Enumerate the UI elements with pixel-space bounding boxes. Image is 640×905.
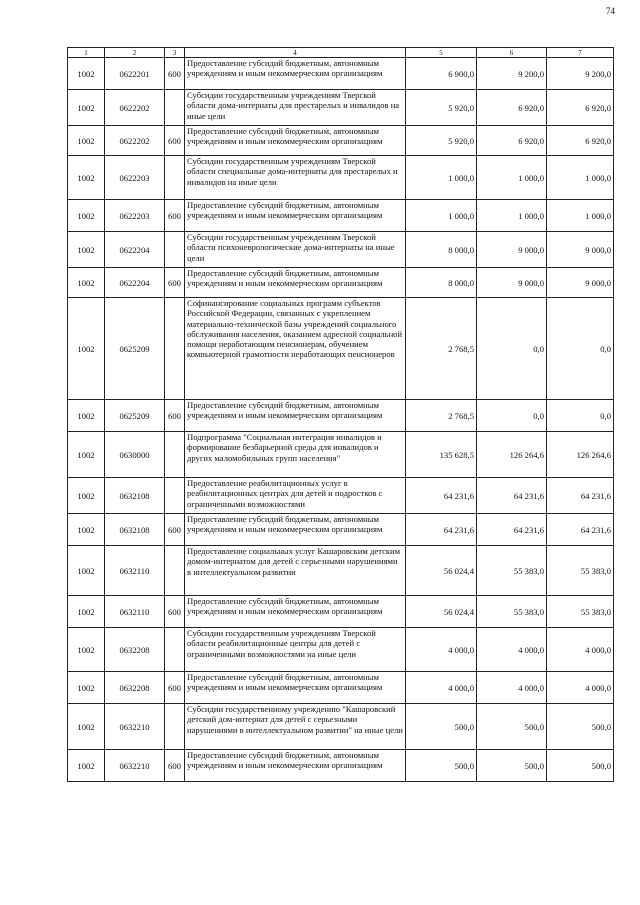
section-code-cell: 1002 <box>68 546 105 596</box>
section-code-cell: 1002 <box>68 232 105 268</box>
section-code-cell: 1002 <box>68 704 105 750</box>
amount-col7-cell: 1 000,0 <box>547 156 614 200</box>
amount-col7-cell: 9 200,0 <box>547 58 614 90</box>
section-code-cell: 1002 <box>68 298 105 400</box>
amount-col5-cell: 64 231,6 <box>406 514 477 546</box>
expense-type-cell: 600 <box>165 268 185 298</box>
expense-type-cell <box>165 704 185 750</box>
amount-col7-cell: 55 383,0 <box>547 596 614 628</box>
description-cell: Предоставление социальных услуг Кашаровским детским домом-интернатом для детей с серьезными нарушениями в интеллектуальном развитии <box>185 546 406 596</box>
expense-type-cell <box>165 478 185 514</box>
section-code-cell: 1002 <box>68 628 105 672</box>
expense-type-cell <box>165 232 185 268</box>
column-header: 7 <box>547 48 614 58</box>
amount-col7-cell: 500,0 <box>547 750 614 782</box>
column-header: 4 <box>185 48 406 58</box>
column-header: 3 <box>165 48 185 58</box>
amount-col5-cell: 500,0 <box>406 750 477 782</box>
amount-col6-cell: 1 000,0 <box>477 200 547 232</box>
description-cell: Предоставление субсидий бюджетным, автономным учреждениям и иным некоммерческим организациям <box>185 400 406 432</box>
table-row <box>68 628 614 672</box>
amount-col6-cell: 1 000,0 <box>477 156 547 200</box>
amount-col6-cell: 9 000,0 <box>477 232 547 268</box>
section-code-cell: 1002 <box>68 400 105 432</box>
section-code-cell: 1002 <box>68 514 105 546</box>
column-header: 1 <box>68 48 105 58</box>
amount-col6-cell: 500,0 <box>477 704 547 750</box>
amount-col5-cell: 500,0 <box>406 704 477 750</box>
amount-col5-cell: 8 000,0 <box>406 268 477 298</box>
amount-col5-cell: 56 024,4 <box>406 596 477 628</box>
expense-type-cell: 600 <box>165 750 185 782</box>
amount-col5-cell: 5 920,0 <box>406 90 477 126</box>
table-row <box>68 546 614 596</box>
amount-col6-cell: 126 264,6 <box>477 432 547 478</box>
section-code-cell: 1002 <box>68 672 105 704</box>
section-code-cell: 1002 <box>68 478 105 514</box>
table-row <box>68 90 614 126</box>
section-code-cell: 1002 <box>68 432 105 478</box>
target-code-cell: 0622204 <box>105 232 165 268</box>
table-row <box>68 750 614 782</box>
target-code-cell: 0632208 <box>105 672 165 704</box>
description-cell: Подпрограмма "Социальная интеграция инвалидов и формирование безбарьерной среды для инвалидов и других маломобильных групп населения" <box>185 432 406 478</box>
section-code-cell: 1002 <box>68 58 105 90</box>
table-row <box>68 58 614 90</box>
description-cell: Предоставление субсидий бюджетным, автономным учреждениям и иным некоммерческим организациям <box>185 596 406 628</box>
amount-col7-cell: 9 000,0 <box>547 268 614 298</box>
target-code-cell: 0632108 <box>105 514 165 546</box>
target-code-cell: 0632110 <box>105 546 165 596</box>
amount-col6-cell: 6 920,0 <box>477 126 547 156</box>
table-row <box>68 400 614 432</box>
description-cell: Предоставление субсидий бюджетным, автономным учреждениям и иным некоммерческим организациям <box>185 268 406 298</box>
amount-col5-cell: 5 920,0 <box>406 126 477 156</box>
amount-col6-cell: 500,0 <box>477 750 547 782</box>
table-row <box>68 268 614 298</box>
amount-col7-cell: 4 000,0 <box>547 628 614 672</box>
section-code-cell: 1002 <box>68 750 105 782</box>
amount-col6-cell: 0,0 <box>477 298 547 400</box>
target-code-cell: 0622204 <box>105 268 165 298</box>
header-row <box>68 48 614 58</box>
description-cell: Предоставление реабилитационных услуг в реабилитационных центрах для детей и подростков с ограниченными возможностями <box>185 478 406 514</box>
table-row <box>68 596 614 628</box>
budget-table <box>67 47 614 782</box>
expense-type-cell <box>165 298 185 400</box>
expense-type-cell: 600 <box>165 514 185 546</box>
target-code-cell: 0625209 <box>105 298 165 400</box>
target-code-cell: 0622202 <box>105 90 165 126</box>
column-header: 2 <box>105 48 165 58</box>
amount-col5-cell: 4 000,0 <box>406 672 477 704</box>
description-cell: Субсидии государственным учреждениям Тверской области реабилитационные центры для детей с ограниченными возможностями на иные цели <box>185 628 406 672</box>
amount-col7-cell: 55 383,0 <box>547 546 614 596</box>
amount-col6-cell: 64 231,6 <box>477 514 547 546</box>
target-code-cell: 0622203 <box>105 156 165 200</box>
table-row <box>68 200 614 232</box>
amount-col7-cell: 0,0 <box>547 400 614 432</box>
amount-col6-cell: 64 231,6 <box>477 478 547 514</box>
table-row <box>68 156 614 200</box>
amount-col7-cell: 4 000,0 <box>547 672 614 704</box>
expense-type-cell: 600 <box>165 200 185 232</box>
amount-col7-cell: 6 920,0 <box>547 126 614 156</box>
description-cell: Предоставление субсидий бюджетным, автономным учреждениям и иным некоммерческим организациям <box>185 58 406 90</box>
expense-type-cell <box>165 432 185 478</box>
expense-type-cell <box>165 546 185 596</box>
target-code-cell: 0630000 <box>105 432 165 478</box>
section-code-cell: 1002 <box>68 156 105 200</box>
description-cell: Предоставление субсидий бюджетным, автономным учреждениям и иным некоммерческим организациям <box>185 672 406 704</box>
amount-col6-cell: 9 200,0 <box>477 58 547 90</box>
section-code-cell: 1002 <box>68 90 105 126</box>
expense-type-cell: 600 <box>165 596 185 628</box>
section-code-cell: 1002 <box>68 126 105 156</box>
section-code-cell: 1002 <box>68 268 105 298</box>
table-row <box>68 232 614 268</box>
target-code-cell: 0632210 <box>105 750 165 782</box>
section-code-cell: 1002 <box>68 200 105 232</box>
target-code-cell: 0632210 <box>105 704 165 750</box>
amount-col7-cell: 0,0 <box>547 298 614 400</box>
description-cell: Субсидии государственному учреждению "Кашаровский детский дом-интернат для детей с серьезными нарушениями в интеллектуальном развитии" на иные цели <box>185 704 406 750</box>
amount-col5-cell: 4 000,0 <box>406 628 477 672</box>
table-row <box>68 126 614 156</box>
expense-type-cell <box>165 156 185 200</box>
target-code-cell: 0632208 <box>105 628 165 672</box>
amount-col7-cell: 6 920,0 <box>547 90 614 126</box>
column-header: 6 <box>477 48 547 58</box>
amount-col5-cell: 8 000,0 <box>406 232 477 268</box>
amount-col7-cell: 1 000,0 <box>547 200 614 232</box>
target-code-cell: 0622203 <box>105 200 165 232</box>
amount-col6-cell: 55 383,0 <box>477 546 547 596</box>
amount-col5-cell: 2 768,5 <box>406 400 477 432</box>
expense-type-cell: 600 <box>165 400 185 432</box>
amount-col7-cell: 64 231,6 <box>547 514 614 546</box>
amount-col6-cell: 55 383,0 <box>477 596 547 628</box>
amount-col5-cell: 1 000,0 <box>406 156 477 200</box>
amount-col7-cell: 126 264,6 <box>547 432 614 478</box>
amount-col7-cell: 9 000,0 <box>547 232 614 268</box>
amount-col7-cell: 64 231,6 <box>547 478 614 514</box>
amount-col6-cell: 4 000,0 <box>477 672 547 704</box>
expense-type-cell <box>165 628 185 672</box>
amount-col5-cell: 135 628,5 <box>406 432 477 478</box>
expense-type-cell: 600 <box>165 58 185 90</box>
target-code-cell: 0622202 <box>105 126 165 156</box>
column-header: 5 <box>406 48 477 58</box>
description-cell: Предоставление субсидий бюджетным, автономным учреждениям и иным некоммерческим организациям <box>185 750 406 782</box>
description-cell: Субсидии государственным учреждениям Тверской области специальные дома-интернаты для престарелых и инвалидов на иные цели <box>185 156 406 200</box>
amount-col5-cell: 6 900,0 <box>406 58 477 90</box>
expense-type-cell <box>165 90 185 126</box>
description-cell: Предоставление субсидий бюджетным, автономным учреждениям и иным некоммерческим организациям <box>185 200 406 232</box>
table-row <box>68 478 614 514</box>
target-code-cell: 0625209 <box>105 400 165 432</box>
description-cell: Софинансирование социальных программ субъектов Российской Федерации, связанных с укреплением материально-технической базы учреждений социального обслуживания населения, оказанием адресной социальной помощи неработающим пенсионерам, обучением компьютерной грамотности неработающих пенсионеров <box>185 298 406 400</box>
expense-type-cell: 600 <box>165 126 185 156</box>
table-row <box>68 704 614 750</box>
amount-col5-cell: 2 768,5 <box>406 298 477 400</box>
description-cell: Предоставление субсидий бюджетным, автономным учреждениям и иным некоммерческим организациям <box>185 126 406 156</box>
amount-col6-cell: 6 920,0 <box>477 90 547 126</box>
amount-col6-cell: 9 000,0 <box>477 268 547 298</box>
table-row <box>68 432 614 478</box>
table-row <box>68 514 614 546</box>
section-code-cell: 1002 <box>68 596 105 628</box>
description-cell: Предоставление субсидий бюджетным, автономным учреждениям и иным некоммерческим организациям <box>185 514 406 546</box>
expense-type-cell: 600 <box>165 672 185 704</box>
amount-col7-cell: 500,0 <box>547 704 614 750</box>
page-number: 74 <box>606 6 615 16</box>
description-cell: Субсидии государственным учреждениям Тверской области дома-интернаты для престарелых и инвалидов на иные цели <box>185 90 406 126</box>
target-code-cell: 0632108 <box>105 478 165 514</box>
target-code-cell: 0622201 <box>105 58 165 90</box>
target-code-cell: 0632110 <box>105 596 165 628</box>
amount-col5-cell: 64 231,6 <box>406 478 477 514</box>
amount-col5-cell: 1 000,0 <box>406 200 477 232</box>
amount-col5-cell: 56 024,4 <box>406 546 477 596</box>
amount-col6-cell: 0,0 <box>477 400 547 432</box>
description-cell: Субсидии государственным учреждениям Тверской области психоневрологические дома-интернаты на иные цели <box>185 232 406 268</box>
table-row <box>68 672 614 704</box>
amount-col6-cell: 4 000,0 <box>477 628 547 672</box>
table-row <box>68 298 614 400</box>
